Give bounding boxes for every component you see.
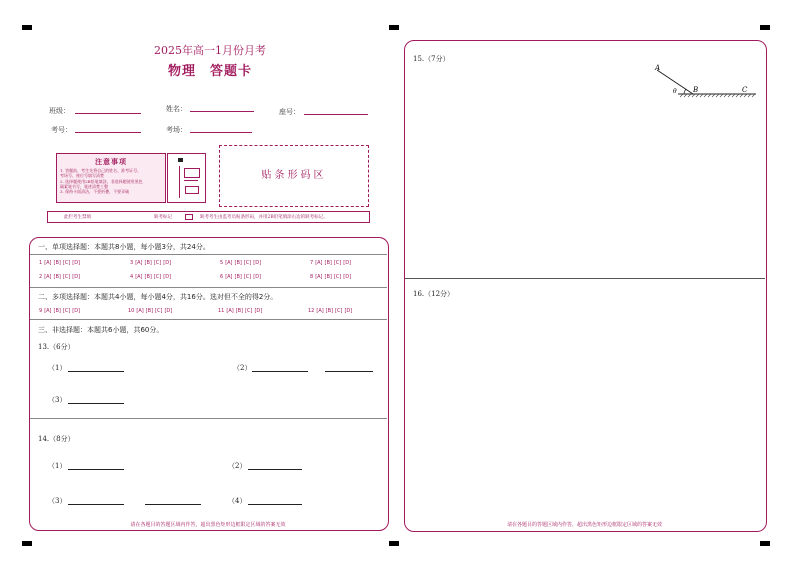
- option-a[interactable]: [A]: [316, 308, 324, 314]
- fill-sample-box: [167, 153, 206, 203]
- right-answer-panel: [404, 40, 767, 532]
- notice-line: 考场号、座位号填写清楚: [60, 173, 104, 179]
- q-number: 12: [308, 308, 315, 314]
- angle-arc: [684, 89, 686, 94]
- option-a[interactable]: [A]: [225, 274, 233, 280]
- choice-row[interactable]: [220, 260, 263, 266]
- answer-line[interactable]: [248, 469, 302, 470]
- options[interactable]: [44, 274, 82, 280]
- angle-theta-label: θ: [673, 88, 677, 95]
- field-id-line[interactable]: [75, 132, 141, 133]
- option-a[interactable]: [A]: [315, 260, 323, 266]
- options[interactable]: [315, 260, 353, 266]
- option-b[interactable]: [B]: [53, 308, 61, 314]
- option-c[interactable]: [C]: [153, 260, 162, 266]
- choice-row[interactable]: [128, 308, 174, 314]
- field-id-label: 考号：: [51, 126, 72, 134]
- field-name-line[interactable]: [190, 111, 254, 112]
- section3-title: 三、非选择题：本题共6小题，共60分。: [38, 326, 164, 334]
- options[interactable]: [316, 308, 354, 314]
- q-number: 11: [218, 308, 225, 314]
- q-number: 3: [130, 260, 134, 266]
- choice-row[interactable]: [220, 274, 263, 280]
- q13-part1: （1）: [48, 364, 67, 372]
- option-c[interactable]: [C]: [243, 274, 252, 280]
- corner-marker: [22, 541, 32, 546]
- option-a[interactable]: [A]: [136, 308, 144, 314]
- option-d[interactable]: [D]: [253, 274, 262, 280]
- choice-row[interactable]: [308, 308, 354, 314]
- choice-row[interactable]: [39, 274, 82, 280]
- q15-incline-diagram: [648, 62, 760, 102]
- choice-row[interactable]: [39, 308, 82, 314]
- option-a[interactable]: [A]: [226, 308, 234, 314]
- option-d[interactable]: [D]: [343, 274, 352, 280]
- option-c[interactable]: [C]: [243, 260, 252, 266]
- absent-checkbox[interactable]: [185, 214, 193, 220]
- answer-line[interactable]: [145, 504, 201, 505]
- exam-title: 2025年高一1月份月考: [154, 44, 266, 57]
- notice-line: 1. 答题前，考生先将自己的姓名、准考证号、: [60, 168, 142, 173]
- divider: [30, 319, 387, 320]
- options[interactable]: [226, 308, 264, 314]
- option-a[interactable]: [A]: [44, 260, 52, 266]
- point-c-label: C: [742, 86, 748, 94]
- divider: [30, 254, 387, 255]
- divider: [30, 418, 387, 419]
- option-b[interactable]: [B]: [234, 274, 242, 280]
- field-room-label: 考场：: [166, 126, 187, 134]
- option-b[interactable]: [B]: [325, 308, 334, 314]
- divider: [30, 287, 387, 288]
- q-number: 9: [39, 308, 43, 314]
- choice-row[interactable]: [130, 274, 173, 280]
- answer-line[interactable]: [252, 371, 308, 372]
- option-b[interactable]: [B]: [53, 274, 61, 280]
- barcode-label: 贴条形码区: [261, 170, 327, 181]
- corner-marker: [389, 541, 399, 546]
- absent-right-text: 缺考考生由监考员贴条形码，并用2B铅笔填涂右边的缺考标记。: [200, 215, 328, 220]
- exam-subtitle: 物理 答题卡: [167, 64, 252, 79]
- option-a[interactable]: [A]: [225, 260, 233, 266]
- option-d[interactable]: [D]: [164, 308, 173, 314]
- option-d[interactable]: [D]: [254, 308, 263, 314]
- options[interactable]: [44, 260, 82, 266]
- q14-part4: （4）: [228, 497, 247, 505]
- corner-marker: [760, 541, 770, 546]
- choice-row[interactable]: [310, 260, 353, 266]
- option-c[interactable]: [C]: [245, 308, 253, 314]
- options[interactable]: [225, 274, 263, 280]
- choice-row[interactable]: [130, 260, 173, 266]
- notice-box: [56, 153, 166, 203]
- q14-part1: （1）: [48, 462, 67, 470]
- section2-title: 二、多项选择题：本题共4小题，每小题4分，共16分。选对但不全的得2分。: [38, 293, 278, 301]
- option-d[interactable]: [D]: [253, 260, 262, 266]
- point-b-label: B: [693, 86, 699, 94]
- option-d[interactable]: [D]: [163, 260, 172, 266]
- option-c[interactable]: [C]: [333, 274, 342, 280]
- notice-body: [57, 167, 165, 195]
- option-b[interactable]: [B]: [144, 274, 152, 280]
- answer-line[interactable]: [68, 469, 124, 470]
- option-b[interactable]: [B]: [144, 260, 152, 266]
- answer-line[interactable]: [248, 504, 302, 505]
- q-number: 4: [130, 274, 134, 280]
- option-d[interactable]: [D]: [72, 274, 81, 280]
- absent-left-text: 此栏考生禁填: [64, 215, 91, 220]
- option-c[interactable]: [C]: [62, 260, 71, 266]
- q13-part3: （3）: [48, 396, 67, 404]
- options[interactable]: [135, 260, 173, 266]
- option-a[interactable]: [A]: [135, 260, 143, 266]
- q-number: 8: [310, 274, 314, 280]
- options[interactable]: [44, 308, 82, 314]
- notice-line: 碳素笔书写，笔迹清楚工整: [60, 183, 108, 189]
- q14-label: 14.（8分）: [38, 435, 75, 443]
- options[interactable]: [135, 274, 173, 280]
- field-seat-label: 座号：: [279, 108, 300, 116]
- option-a[interactable]: [A]: [44, 274, 52, 280]
- point-a-label: A: [655, 64, 661, 72]
- left-answer-panel: [29, 237, 389, 531]
- notice-line: 3. 保持卡面清洁，不要折叠，不要弄破: [60, 189, 130, 195]
- corner-marker: [22, 25, 32, 30]
- q16-label: 16.（12分）: [413, 290, 455, 298]
- option-c[interactable]: [C]: [153, 274, 162, 280]
- field-seat-line[interactable]: [304, 114, 368, 115]
- choice-row[interactable]: [310, 274, 353, 280]
- answer-line[interactable]: [68, 403, 124, 404]
- option-d[interactable]: [D]: [163, 274, 172, 280]
- q14-part3: （3）: [48, 497, 67, 505]
- option-b[interactable]: [B]: [324, 260, 332, 266]
- notice-title: 注意事项: [95, 157, 127, 166]
- q13-part2: （2）: [233, 364, 252, 372]
- option-c[interactable]: [C]: [333, 260, 342, 266]
- option-b[interactable]: [B]: [324, 274, 332, 280]
- option-a[interactable]: [A]: [44, 308, 52, 314]
- absent-mark-row: [47, 211, 370, 223]
- q14-part2: （2）: [228, 462, 247, 470]
- q-number: 2: [39, 274, 43, 280]
- right-footer: 请在各题目的答题区域内作答，超出黑色矩形边框限定区域的答案无效: [506, 522, 662, 528]
- option-d[interactable]: [D]: [343, 260, 352, 266]
- left-footer: 请在各题目的答题区域内作答，超出黑色矩形边框限定区域的答案无效: [130, 522, 286, 528]
- option-b[interactable]: [B]: [53, 260, 61, 266]
- option-a[interactable]: [A]: [135, 274, 143, 280]
- option-b[interactable]: [B]: [145, 308, 154, 314]
- option-b[interactable]: [B]: [235, 308, 244, 314]
- field-name-label: 姓名：: [166, 105, 187, 113]
- absent-mark-label: 缺考标记: [154, 215, 172, 220]
- q-number: 6: [220, 274, 224, 280]
- option-c[interactable]: [C]: [62, 274, 71, 280]
- option-a[interactable]: [A]: [315, 274, 323, 280]
- choice-row[interactable]: [39, 260, 82, 266]
- option-c[interactable]: [C]: [155, 308, 163, 314]
- divider: [405, 278, 765, 279]
- option-d[interactable]: [D]: [72, 308, 81, 314]
- answer-line[interactable]: [68, 371, 124, 372]
- option-b[interactable]: [B]: [234, 260, 242, 266]
- option-d[interactable]: [D]: [72, 260, 81, 266]
- options[interactable]: [225, 260, 263, 266]
- section1-title: 一、单项选择题：本题共8小题，每小题3分，共24分。: [38, 243, 210, 251]
- q-number: 10: [128, 308, 135, 314]
- options[interactable]: [315, 274, 353, 280]
- choice-row[interactable]: [218, 308, 264, 314]
- corner-marker: [760, 25, 770, 30]
- q15-label: 15.（7分）: [413, 55, 450, 63]
- field-room-line[interactable]: [190, 132, 252, 133]
- options[interactable]: [136, 308, 174, 314]
- option-c[interactable]: [C]: [335, 308, 343, 314]
- q-number: 7: [310, 260, 314, 266]
- barcode-area: [219, 145, 369, 207]
- answer-line[interactable]: [325, 371, 373, 372]
- q-number: 1: [39, 260, 43, 266]
- field-class-line[interactable]: [75, 113, 141, 114]
- field-class-label: 班级：: [49, 107, 70, 115]
- corner-marker: [389, 25, 399, 30]
- q-number: 5: [220, 260, 224, 266]
- option-d[interactable]: [D]: [344, 308, 353, 314]
- answer-line[interactable]: [68, 504, 124, 505]
- q13-label: 13.（6分）: [38, 343, 75, 351]
- notice-line: 2. 选择题使用2B铅笔填涂，非选择题使用黑色: [60, 178, 143, 184]
- option-c[interactable]: [C]: [62, 308, 71, 314]
